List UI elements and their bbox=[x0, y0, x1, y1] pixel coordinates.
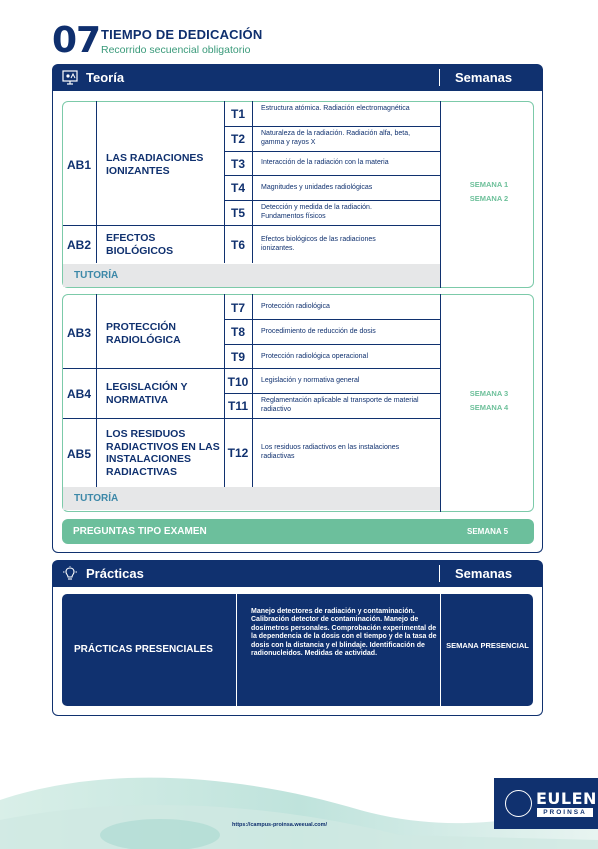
ab2-name: EFECTOS BIOLÓGICOS bbox=[106, 232, 174, 257]
tutoria-row bbox=[63, 487, 440, 510]
grid-line bbox=[224, 126, 440, 127]
ab1-code: AB1 bbox=[67, 158, 92, 172]
topic-code: T12 bbox=[227, 446, 249, 460]
grid-line bbox=[224, 151, 440, 152]
header-divider bbox=[439, 69, 440, 86]
topic-desc: Los residuos radiactivos en las instalaciones radiactivas bbox=[261, 444, 400, 460]
exam-week: SEMANA 5 bbox=[467, 527, 509, 536]
teoria-header-bar bbox=[52, 64, 543, 91]
page-subtitle: Recorrido secuencial obligatorio bbox=[101, 44, 251, 56]
topic-desc: Legislación y normativa general bbox=[261, 377, 360, 384]
topic-code: T2 bbox=[230, 132, 245, 146]
lightbulb-icon bbox=[62, 566, 78, 581]
topic-desc: Interacción de la radiación con la materia bbox=[261, 159, 389, 166]
topic-code: T5 bbox=[230, 206, 245, 220]
footer-url[interactable]: https://campus-proinsa.weeual.com/ bbox=[232, 822, 328, 828]
grid-line bbox=[63, 368, 440, 369]
logo-emblem-icon bbox=[505, 790, 532, 817]
practicas-box bbox=[62, 594, 533, 706]
page-title: TIEMPO DE DEDICACIÓN bbox=[101, 27, 263, 42]
topic-desc: Detección y medida de la radiación. Fundamentos físicos bbox=[261, 204, 372, 220]
ab2-code: AB2 bbox=[67, 238, 92, 252]
grid-line bbox=[440, 101, 441, 288]
topic-code: T7 bbox=[230, 301, 245, 315]
presentation-icon bbox=[62, 70, 78, 85]
grid-line bbox=[63, 418, 440, 419]
ab1-name: LAS RADIACIONES IONIZANTES bbox=[106, 152, 204, 177]
grid-line bbox=[252, 294, 253, 487]
logo-brand: EULEN bbox=[536, 789, 597, 808]
topic-desc: Procedimiento de reducción de dosis bbox=[261, 328, 376, 335]
grid-line bbox=[440, 294, 441, 512]
topic-desc: Estructura atómica. Radiación electromagnética bbox=[261, 105, 410, 112]
ab3-code: AB3 bbox=[67, 326, 92, 340]
topic-desc: Naturaleza de la radiación. Radiación alfa, beta, gamma y rayos X bbox=[261, 130, 411, 146]
week-label bbox=[444, 387, 534, 415]
header-divider bbox=[439, 565, 440, 582]
topic-code: T11 bbox=[227, 399, 248, 413]
practicas-items: Manejo detectores de radiación y contaminación. Calibración detector de contaminación. Manejo de dosímetros personales. Comprobación experimental de la dependencia de la dosis con el tiempo y de la tasa de dosis con la distancia y el blindaje. Identificación de radionucleidos. Medidas de actividad. bbox=[251, 608, 437, 658]
practicas-label: PRÁCTICAS PRESENCIALES bbox=[74, 644, 213, 655]
week-label bbox=[444, 178, 534, 206]
topic-desc: Reglamentación aplicable al transporte de material radiactivo bbox=[261, 397, 419, 413]
exam-bar bbox=[62, 519, 534, 544]
grid-line bbox=[224, 344, 440, 345]
eulen-proinsa-logo bbox=[494, 778, 598, 829]
topic-code: T8 bbox=[230, 325, 245, 339]
grid-line bbox=[96, 294, 97, 487]
ab5-name: LOS RESIDUOS RADIACTIVOS EN LAS INSTALACIONES RADIACTIVAS bbox=[106, 428, 220, 478]
ab3-name: PROTECCIÓN RADIOLÓGICA bbox=[106, 321, 181, 346]
ab5-code: AB5 bbox=[67, 447, 92, 461]
grid-line bbox=[96, 101, 97, 263]
topic-code: T9 bbox=[230, 350, 245, 364]
week-3: SEMANA 3 bbox=[469, 389, 509, 398]
tutoria-label: TUTORÍA bbox=[74, 270, 119, 281]
topic-code: T4 bbox=[230, 181, 245, 195]
topic-code: T3 bbox=[230, 157, 245, 171]
section-number: 07 bbox=[52, 20, 101, 61]
divider bbox=[236, 594, 237, 706]
teoria-weeks-header: Semanas bbox=[455, 70, 513, 85]
week-1: SEMANA 1 bbox=[469, 180, 509, 189]
tutoria-row bbox=[63, 264, 440, 287]
topic-code: T1 bbox=[230, 107, 245, 121]
topic-desc: Magnitudes y unidades radiológicas bbox=[261, 184, 373, 191]
practicas-weeks-header: Semanas bbox=[455, 566, 513, 581]
tutoria-label: TUTORÍA bbox=[74, 493, 119, 504]
logo-sub: PROINSA bbox=[537, 808, 593, 817]
grid-line bbox=[224, 319, 440, 320]
topic-desc: Efectos biológicos de las radiaciones ionizantes. bbox=[261, 236, 376, 252]
grid-line bbox=[224, 393, 440, 394]
week-4: SEMANA 4 bbox=[469, 403, 509, 412]
practicas-title: Prácticas bbox=[86, 566, 144, 581]
teoria-title: Teoría bbox=[86, 70, 125, 85]
topic-desc: Protección radiológica bbox=[261, 303, 330, 310]
exam-label: PREGUNTAS TIPO EXAMEN bbox=[73, 526, 207, 537]
topic-code: T6 bbox=[230, 238, 245, 252]
grid-line bbox=[63, 225, 440, 226]
week-2: SEMANA 2 bbox=[469, 194, 509, 203]
topic-code: T10 bbox=[227, 375, 249, 389]
practicas-week: SEMANA PRESENCIAL bbox=[446, 641, 529, 650]
practicas-header-bar bbox=[52, 560, 543, 587]
grid-line bbox=[224, 200, 440, 201]
ab4-code: AB4 bbox=[67, 387, 92, 401]
grid-line bbox=[224, 175, 440, 176]
topic-desc: Protección radiológica operacional bbox=[261, 353, 369, 360]
ab4-name: LEGISLACIÓN Y NORMATIVA bbox=[106, 381, 188, 406]
